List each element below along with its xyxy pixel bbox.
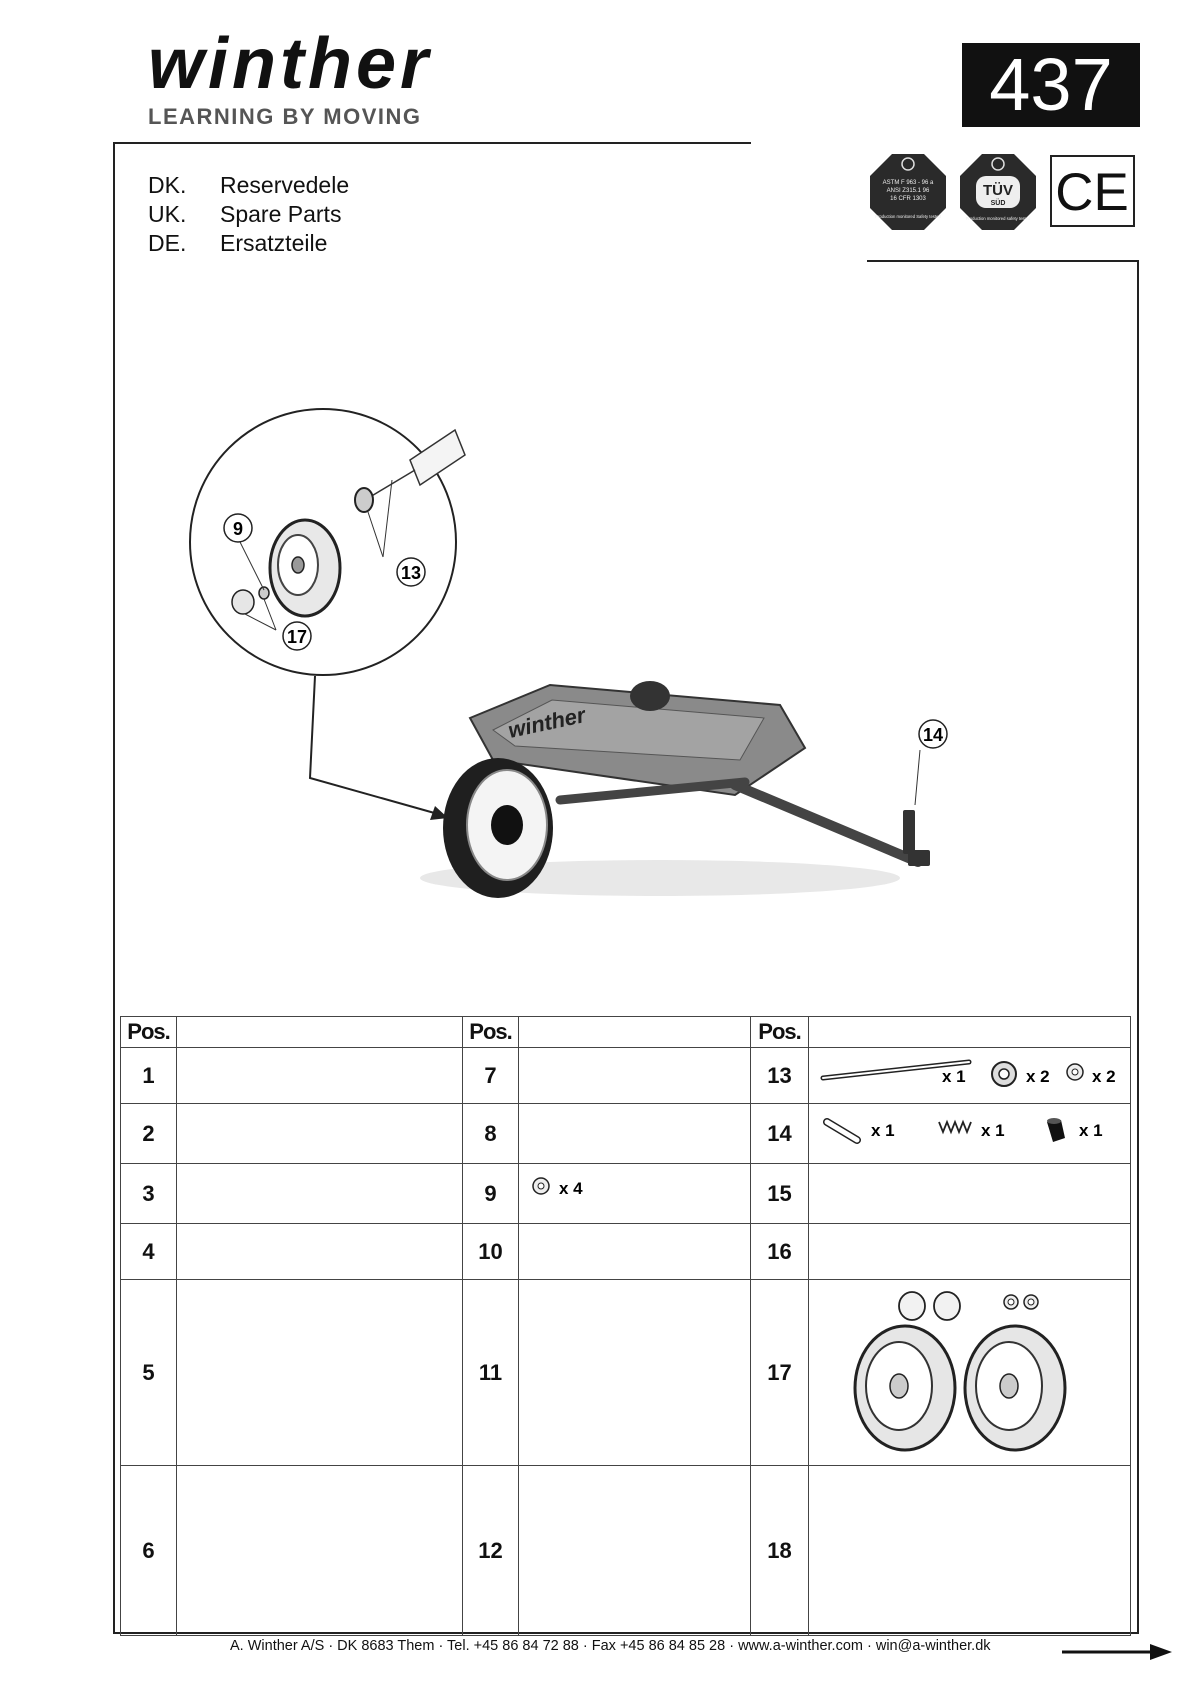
part-14-illustration	[809, 1104, 1131, 1158]
pos-number: 8	[463, 1104, 519, 1164]
callout-14	[919, 720, 947, 748]
next-page-arrow-icon	[1062, 1642, 1172, 1662]
rear-wheel	[630, 681, 670, 711]
pos-number: 3	[121, 1164, 177, 1224]
part-cell	[809, 1104, 1131, 1164]
language-code: DK.	[148, 172, 187, 198]
pos-number: 6	[121, 1466, 177, 1636]
pos-number: 17	[751, 1280, 809, 1466]
table-row	[121, 1466, 1131, 1636]
nut-detail	[259, 587, 269, 599]
frame-line-top-left	[113, 142, 751, 144]
pos-number: 15	[751, 1164, 809, 1224]
leader-arrow	[310, 676, 438, 814]
nut-icon	[1067, 1064, 1083, 1080]
pos-number: 1	[121, 1048, 177, 1104]
part-13-illustration	[809, 1048, 1131, 1098]
hubcap-detail	[232, 590, 254, 614]
part-cell	[177, 1466, 463, 1636]
frame-line-top-right	[867, 260, 1139, 262]
part-17-illustration	[809, 1280, 1131, 1460]
part-cell	[519, 1280, 751, 1466]
pos-number: 13	[751, 1048, 809, 1104]
coupling-pin	[903, 810, 915, 854]
svg-text:Production monitored Safety te: Production monitored Safety tested	[875, 214, 941, 219]
part-cell	[809, 1164, 1131, 1224]
language-code: DE.	[148, 230, 187, 256]
svg-text:x 2: x 2	[1026, 1067, 1050, 1086]
part-cell	[519, 1466, 751, 1636]
washer-detail	[355, 488, 373, 512]
frame-line-right	[1137, 260, 1139, 1634]
pos-number: 11	[463, 1280, 519, 1466]
part-cell	[519, 1048, 751, 1104]
language-label: Ersatzteile	[220, 230, 328, 256]
part-cell	[809, 1466, 1131, 1636]
pos-number: 12	[463, 1466, 519, 1636]
hubcap-icon	[899, 1292, 925, 1320]
part-cell	[519, 1224, 751, 1280]
svg-text:ASTM F 963 - 96 a: ASTM F 963 - 96 a	[882, 180, 934, 186]
pos-number: 16	[751, 1224, 809, 1280]
wheel-icon	[855, 1326, 955, 1450]
part-cell	[809, 1280, 1131, 1466]
company-contact-footer: A. Winther A/S · DK 8683 Them · Tel. +45 86 84 72 88 · Fax +45 86 84 85 28 · www.a-winther.com · win@a-winther.dk	[230, 1638, 991, 1654]
svg-text:17: 17	[286, 627, 308, 647]
brand-logo-text: winther	[148, 30, 433, 100]
svg-text:x 1: x 1	[1079, 1121, 1103, 1140]
svg-text:9: 9	[232, 519, 244, 539]
rubber-cap-icon	[1047, 1118, 1065, 1142]
nut-icon	[1024, 1295, 1038, 1309]
pos-number: 7	[463, 1048, 519, 1104]
frame-line-left	[113, 142, 115, 1634]
astm-certification-badge	[868, 152, 948, 232]
language-line-de	[148, 230, 327, 257]
desc-header	[177, 1017, 463, 1048]
table-row	[121, 1164, 1131, 1224]
svg-text:x 1: x 1	[981, 1121, 1005, 1140]
svg-text:16 CFR 1303: 16 CFR 1303	[890, 196, 926, 202]
svg-text:SÜD: SÜD	[990, 200, 1006, 207]
language-code: UK.	[148, 201, 187, 227]
hubcap-icon	[934, 1292, 960, 1320]
svg-text:14: 14	[922, 725, 944, 745]
cart-drawbar	[735, 785, 918, 862]
pos-number: 14	[751, 1104, 809, 1164]
part-cell	[809, 1224, 1131, 1280]
pos-header: Pos.	[121, 1017, 177, 1048]
pos-header: Pos.	[751, 1017, 809, 1048]
pin-icon	[827, 1122, 857, 1140]
callout-17	[283, 622, 311, 650]
ce-mark	[1050, 155, 1135, 227]
table-row	[121, 1280, 1131, 1466]
washer-icon	[992, 1062, 1016, 1086]
callout-13	[397, 558, 425, 586]
table-row	[121, 1048, 1131, 1104]
parts-table	[120, 1016, 1131, 1636]
svg-text:ANSI Z315.1 96: ANSI Z315.1 96	[886, 188, 930, 194]
nut-icon	[533, 1178, 549, 1194]
part-cell	[519, 1164, 751, 1224]
pos-number: 5	[121, 1280, 177, 1466]
nut-icon	[1004, 1295, 1018, 1309]
language-label: Spare Parts	[220, 201, 342, 227]
svg-text:x 2: x 2	[1092, 1067, 1116, 1086]
pos-number: 2	[121, 1104, 177, 1164]
table-header-row	[121, 1017, 1131, 1048]
pos-number: 10	[463, 1224, 519, 1280]
svg-text:13: 13	[400, 563, 422, 583]
pos-number: 4	[121, 1224, 177, 1280]
part-cell	[177, 1164, 463, 1224]
part-cell	[177, 1224, 463, 1280]
callout-9	[224, 514, 252, 542]
product-drawing	[180, 400, 1040, 920]
brand-logo	[148, 30, 543, 100]
language-line-dk	[148, 172, 349, 199]
pos-header: Pos.	[463, 1017, 519, 1048]
svg-text:x 1: x 1	[871, 1121, 895, 1140]
part-cell	[177, 1280, 463, 1466]
cart-logo: winther	[505, 702, 588, 743]
tuv-certification-badge	[958, 152, 1038, 232]
language-label: Reservedele	[220, 172, 350, 198]
svg-text:x 4: x 4	[559, 1179, 583, 1198]
table-row	[121, 1224, 1131, 1280]
part-cell	[519, 1104, 751, 1164]
part-9-illustration	[519, 1164, 751, 1218]
part-cell	[809, 1048, 1131, 1104]
svg-text:Production monitored safety te: Production monitored safety tested	[965, 216, 1031, 221]
model-number: 437	[962, 43, 1140, 127]
pos-number: 18	[751, 1466, 809, 1636]
table-row	[121, 1104, 1131, 1164]
spring-icon	[939, 1122, 971, 1132]
svg-text:x 1: x 1	[942, 1067, 966, 1086]
desc-header	[519, 1017, 751, 1048]
pos-number: 9	[463, 1164, 519, 1224]
svg-text:CE: CE	[1055, 162, 1129, 222]
svg-text:TÜV: TÜV	[983, 182, 1013, 199]
wheel-icon	[965, 1326, 1065, 1450]
language-line-uk	[148, 201, 341, 228]
part-cell	[177, 1104, 463, 1164]
desc-header	[809, 1017, 1131, 1048]
brand-tagline: LEARNING BY MOVING	[148, 104, 422, 129]
part-cell	[177, 1048, 463, 1104]
